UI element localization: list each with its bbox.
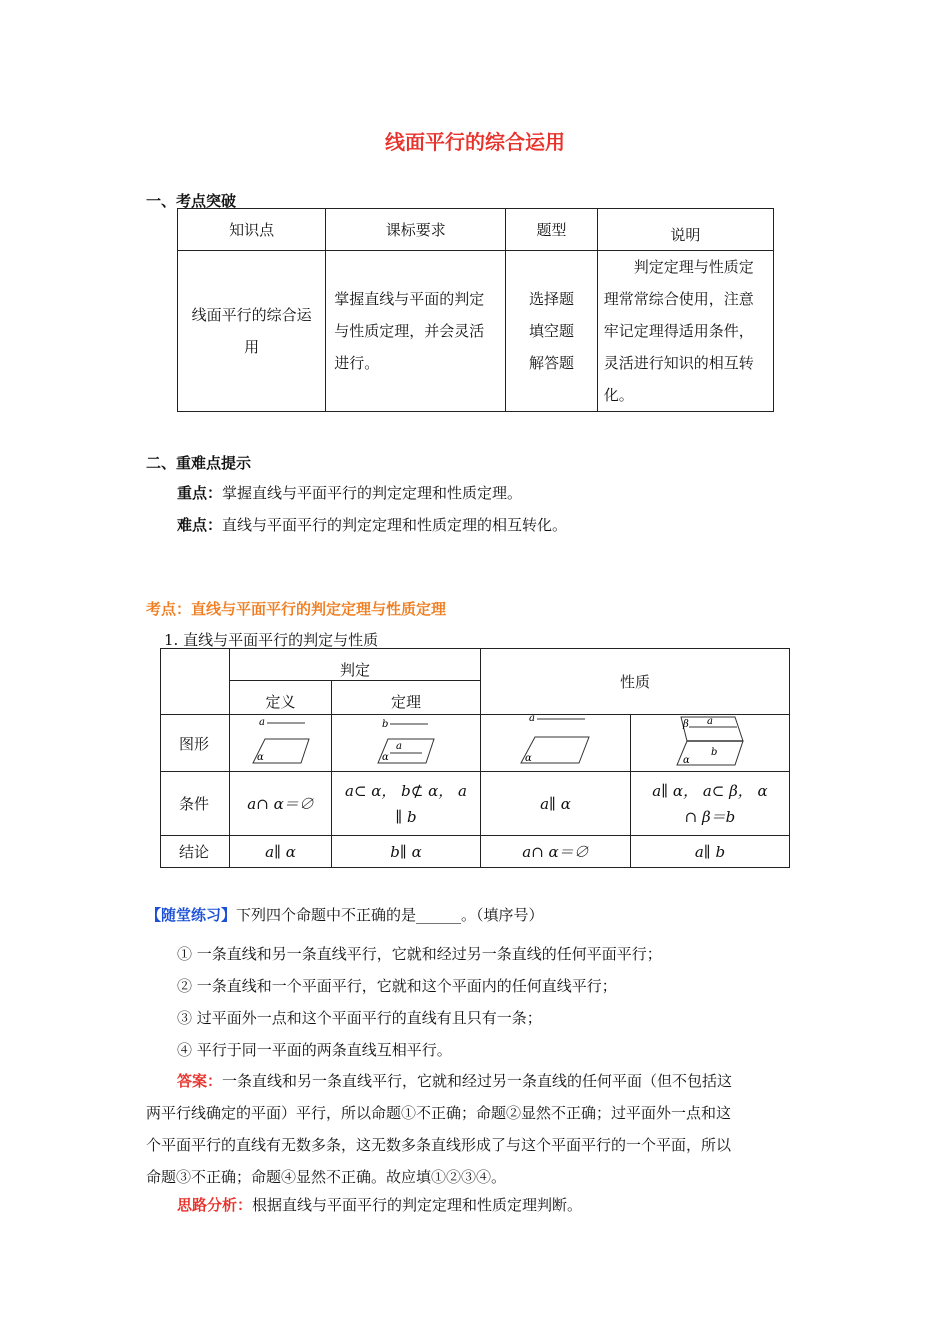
figure-definition — [230, 715, 332, 772]
cond-property-2 — [630, 772, 789, 836]
label-alpha: α — [682, 755, 690, 766]
list-item: ④ 平行于同一平面的两条直线互相平行。 — [177, 1041, 452, 1059]
cond-property-line: a∥ α， a⊂ β， α — [652, 781, 768, 800]
figure-property-1 — [480, 715, 630, 772]
label-alpha: α — [256, 752, 264, 763]
hard-point — [177, 515, 567, 535]
type-item: 解答题 — [529, 354, 575, 372]
cell-note: 判定定理与性质定理常常综合使用，注意牢记定理得适用条件，灵活进行知识的相互转化。 — [597, 251, 773, 412]
row-conclusion-label: 结论 — [161, 836, 230, 868]
header-requirement: 课标要求 — [326, 209, 506, 251]
label-b: b — [710, 747, 718, 758]
header-types: 题型 — [506, 209, 597, 251]
header-note: 说明 — [597, 209, 773, 251]
label-a: a — [706, 716, 713, 727]
list-item: ② 一条直线和一个平面平行，它就和这个平面内的任何直线平行； — [177, 977, 617, 995]
conc-property-2: a∥ b — [630, 836, 789, 868]
label-alpha: α — [381, 752, 389, 763]
cell-requirement: 掌握直线与平面的判定与性质定理，并会灵活进行。 — [326, 251, 506, 412]
cond-definition: a∩ α＝∅ — [230, 772, 332, 836]
kaodian-subheading: 1. 直线与平面平行的判定与性质 — [164, 631, 379, 649]
cond-theorem-line: a⊂ α， b⊄ α， a — [345, 781, 467, 800]
hard-label: 难点： — [177, 516, 223, 534]
list-item: ③ 过平面外一点和这个平面平行的直线有且只有一条； — [177, 1009, 542, 1027]
type-item: 填空题 — [529, 322, 575, 340]
analysis-label: 思路分析： — [177, 1196, 253, 1214]
judge-header: 判定 — [230, 649, 481, 681]
type-item: 选择题 — [529, 290, 575, 308]
label-a: a — [528, 715, 535, 724]
header-topic: 知识点 — [178, 209, 326, 251]
section1-heading: 一、考点突破 — [146, 192, 237, 210]
practice-label: 【随堂练习】 — [146, 906, 237, 924]
figure-theorem — [331, 715, 480, 772]
practice-items — [177, 938, 662, 1066]
hard-text: 直线与平面平行的判定定理和性质定理的相互转化。 — [222, 516, 568, 534]
practice-question — [146, 905, 544, 925]
plane-line-figure — [231, 715, 331, 767]
conc-property-1: a∩ α＝∅ — [480, 836, 630, 868]
section2-heading: 二、重难点提示 — [146, 454, 252, 472]
kaodian-heading: 考点：直线与平面平行的判定定理与性质定理 — [146, 600, 447, 618]
analysis-text: 根据直线与平面平行的判定定理和性质定理判断。 — [252, 1196, 583, 1214]
answer-line: 一条直线和另一条直线平行，它就和经过另一条直线的任何平面（但不包括这 — [222, 1072, 733, 1090]
answer-line: 两平行线确定的平面）平行，所以命题①不正确；命题②显然不正确；过平面外一点和这 — [146, 1104, 732, 1122]
label-a: a — [258, 717, 265, 728]
answer-line: 命题③不正确；命题④显然不正确。故应填①②③④。 — [146, 1168, 507, 1186]
analysis — [177, 1195, 582, 1215]
practice-question-text: 下列四个命题中不正确的是______。（填序号） — [236, 906, 544, 924]
answer-label: 答案： — [177, 1072, 223, 1090]
conc-theorem: b∥ α — [331, 836, 480, 868]
cell-types — [506, 251, 597, 412]
label-alpha: α — [524, 753, 532, 764]
key-text: 掌握直线与平面平行的判定定理和性质定理。 — [222, 484, 523, 502]
definition-header: 定义 — [230, 681, 332, 715]
cell-topic: 线面平行的综合运用 — [178, 251, 326, 412]
row-figure-label: 图形 — [161, 715, 230, 772]
parallel-table — [160, 648, 790, 868]
row-condition-label: 条件 — [161, 772, 230, 836]
answer-line: 个平面平行的直线有无数多条，这无数多条直线形成了与这个平面平行的一个平面，所以 — [146, 1136, 732, 1154]
cond-theorem — [331, 772, 480, 836]
answer-block — [146, 1065, 816, 1193]
theorem-header: 定理 — [331, 681, 480, 715]
property-header: 性质 — [480, 649, 789, 715]
conc-definition: a∥ α — [230, 836, 332, 868]
syllabus-table — [177, 208, 774, 412]
plane-line-figure — [481, 715, 630, 767]
label-beta: β — [682, 719, 689, 730]
list-item: ① 一条直线和另一条直线平行，它就和经过另一条直线的任何平面平行； — [177, 945, 662, 963]
plane-two-lines-figure — [332, 715, 480, 767]
two-planes-figure — [631, 715, 789, 767]
label-b: b — [381, 719, 389, 730]
figure-property-2 — [630, 715, 789, 772]
cond-theorem-line: ∥ b — [395, 807, 417, 826]
cond-property-1: a∥ α — [480, 772, 630, 836]
key-label: 重点： — [177, 484, 223, 502]
cond-property-line: ∩ β＝b — [684, 807, 736, 826]
label-a: a — [395, 741, 402, 752]
page-title: 线面平行的综合运用 — [385, 130, 565, 154]
key-point — [177, 483, 522, 503]
